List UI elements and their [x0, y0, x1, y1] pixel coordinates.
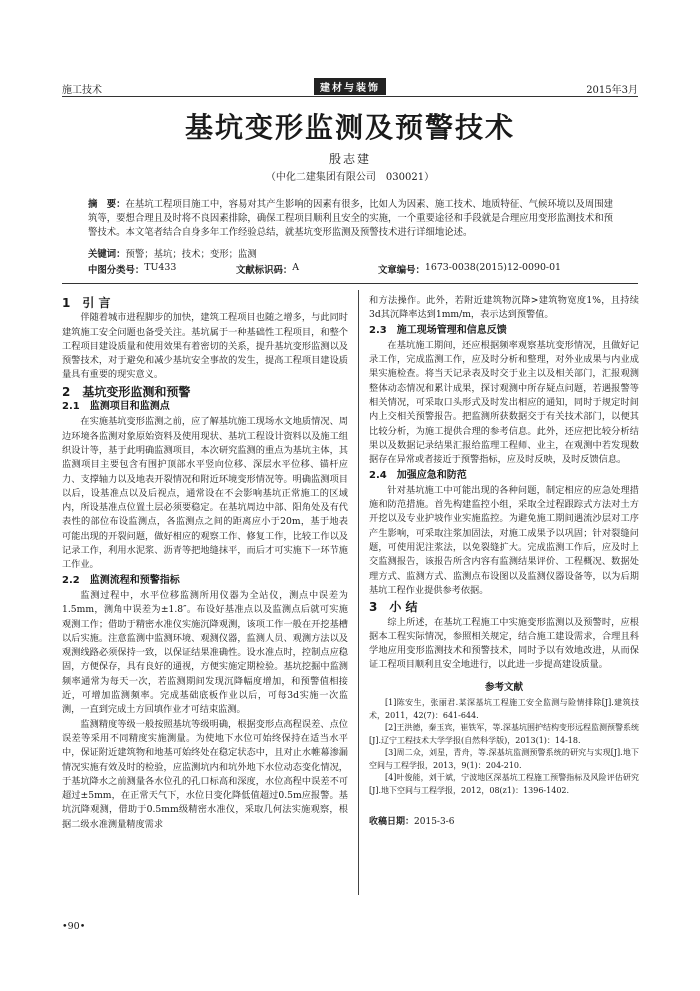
reference-item: [2]王洪德，秦玉宾，崔铁军，等.深基坑围护结构变形远程监测预警系统[J].辽宁工程技术大学学报(自然科学版)，2013(1)：14-18. [369, 723, 639, 745]
article-no-label: 文章编号： [378, 265, 425, 276]
page-number: •90• [62, 921, 86, 932]
clc-label: 中图分类号： [88, 265, 145, 276]
paragraph: 综上所述，在基坑工程施工中实施变形监测以及预警时，应根据本工程实际情况，参照相关规定，结合施工建设需求，合理且科学地应用变形监测技术和预警技术，同时予以有效地改进，从而保证工程项目顺利且安全地进行，以此进一步提高建设质量。 [369, 616, 639, 671]
paragraph: 监测过程中，水平位移监测所用仪器为全站仪，测点中误差为1.5mm，测角中误差为±1.8″。布设好基准点以及监测点后就可实施观测工作；借助于精密水准仪实施沉降观测，该项工作一般在开挖基槽以后实施。注意监测中监测环境、观测仪器，监测人员、观测方法以及观测线路必须保持一致，以保证结果准确性。设水准点时，控制点应稳固，方便保存，具有良好的通视，方便实施定期检验。基坑挖掘中监测频率通常为每天一次，若监测期间发现沉降幅度增加，和预警值相接近，可增加监测频率。完成基础底板作业以后，可每3d实施一次监测，一直到完成土方回填作业才可结束监测。 [62, 589, 348, 716]
journal-logo: 建材与装饰 [314, 78, 386, 95]
paragraph: 针对基坑施工中可能出现的各种问题，制定相应的应急处理措施和防范措施。首先构建监控小组，采取全过程跟踪式方法对土方开挖以及专业护坡作业实施监控。为避免施工期间遇流沙层对工序产生影响，可采取注浆加固法，对施工成果予以巩固；针对裂缝问题，可使用泥注浆法，以免裂缝扩大。完成监测工作后，应及时上交监测报告，该报告所含内容有监测结果评价、工程概况、数据处理方式、监测方式、监测点布设图以及监测仪器设备等，以为后期基坑工程作业提供参考依据。 [369, 484, 639, 596]
clc-value: TU433 [144, 262, 177, 273]
affiliation: （中化二建集团有限公司 030021） [265, 172, 435, 183]
column-divider [358, 290, 359, 895]
received-value: 2015-3-6 [414, 817, 455, 828]
paragraph: 在基坑施工期间，还应根据频率观察基坑变形情况，且做好记录工作，完成监测工作，应及时分析和整理，对外业成果与内业成果实施检查。将当天记录表及时交于业主以及相关部门，汇报观测整体动态情况和累计成果，探讨观测中所存疑点问题，若遇报警等相关情况，可采取口头形式及时发出相应的通知，同时于规定时间内上交相关预警报告。把监测所获数据交于有关技术部门，以便其比较分析，为施工提供合理的参考信息。此外，还应把比较分析结果以及数据记录结果汇报给监理工程师、业主，在观测中若发现数据存在异常或者接近于预警指标，应及时反映，及时反馈信息。 [369, 339, 639, 466]
keywords-label: 关键词： [88, 249, 126, 260]
article-title: 基坑变形监测及预警技术 [184, 111, 515, 144]
section-2-2-heading: 2.2 监测流程和预警指标 [62, 574, 180, 586]
received-date [369, 815, 639, 829]
abstract-label: 摘 要： [88, 199, 126, 210]
paragraph: 伴随着城市进程脚步的加快，建筑工程项目也随之增多，与此同时建筑施工安全问题也备受关注。基坑属于一种基础性工程项目，和整个工程项目建设质量和使用效果有着密切的关系，提升基坑变形监测以及预警技术，对于避免和减少基坑安全事故的发生，提高工程项目建设质量具有重要的现实意义。 [62, 312, 348, 381]
section-2-heading: 2 基坑变形监测和预警 [62, 384, 191, 399]
section-2-1-heading: 2.1 监测项目和监测点 [62, 401, 170, 413]
paragraph-continued: 和方法操作。此外，若附近建筑物沉降>建筑物宽度1%，且持续3d其沉降率达到1mm/m，表示达到预警值。 [369, 295, 639, 321]
paragraph: 监测精度等级一般按照基坑等级明确，根据变形点高程误差、点位误差等采用不同精度实施测量。为使地下水位可始终保持在适当水平中，保证附近建筑物和地基可始终处在稳定状态中，且对止水帷幕渗漏情况实施有效及时的检验，应监测坑内和坑外地下水位动态变化情况，于基坑降水之前测量各水位孔的孔口标高和深度，水位高程中误差不可超过±5mm，在正常天气下，水位日变化降低值超过0.5m应报警。基坑沉降观测，借助于0.5mm级精密水准仪，采取几何法实施观察，根据二级水准测量精度需求 [62, 718, 348, 830]
section-1-heading: 1 引 言 [62, 296, 111, 310]
paragraph: 在实施基坑变形监测之前，应了解基坑施工现场水文地质情况、周边环境各监测对象原始资料及使用现状、基坑工程设计资料以及施工组织设计等，基于此明确监测项目，本次研究监测的重点为基坑主体，其监测项目主要包含有围护顶部水平竖向位移、深层水平位移、锚杆应力、支撑轴力以及地表开裂情况和附近环境变形情况等。明确监测项目以后，设基准点以及后视点，通常设在不会影响基坑正常施工的区域内，所设基准点位置土层必须要稳定。在基坑周边中部、阳角处及有代表性的部位布设监测点，各监测点之间的距离应小于20m，基于地表可能出现的开裂问题，做好相应的观察工作、修复工作，比较工作以及记录工作，利用水泥浆、沥青等把地缝抹平，而后才可实施下一环节施工作业。 [62, 416, 348, 571]
running-header [62, 78, 638, 97]
received-label: 收稿日期： [369, 817, 415, 828]
left-column [62, 294, 348, 832]
abstract [88, 198, 616, 240]
references-heading: 参考文献 [484, 681, 523, 693]
reference-item: [3]周二众，刘星，青舟，等.深基坑监测预警系统的研究与实现[J].地下空间与工程学报，2013，9(1)：204-210. [369, 748, 639, 770]
section-2-4-heading: 2.4 加强应急和防范 [369, 469, 467, 481]
right-column [369, 294, 639, 829]
doc-code-value: A [292, 262, 300, 273]
header-section: 施工技术 [62, 85, 102, 96]
header-date: 2015年3月 [586, 85, 638, 96]
keywords [88, 246, 257, 260]
section-2-3-heading: 2.3 施工现场管理和信息反馈 [369, 324, 507, 336]
author: 殷志建 [328, 152, 371, 166]
divider [62, 283, 638, 284]
reference-item: [1]陈安生，张丽君.某深基坑工程施工安全监测与险情排除[J].建筑技术，2011，42(7)：641-644. [369, 698, 639, 720]
section-3-heading: 3 小 结 [369, 600, 418, 615]
article-no-value: 1673-0038(2015)12-0090-01 [424, 262, 562, 273]
reference-item: [4]叶俊能，刘干斌，宁波地区深基坑工程施工预警指标及风险评估研究[J].地下空间与工程学报，2012，08(z1)：1396-1402. [369, 773, 639, 795]
keywords-text: 预警；基坑；技术；变形；监测 [125, 249, 257, 260]
doc-code-label: 文献标识码： [236, 265, 293, 276]
abstract-text: 在基坑工程项目施工中，容易对其产生影响的因素有很多，比如人为因素、施工技术、地质特征、气候环境以及周围建筑等，要想合理且及时将不良因素排除，确保工程项目顺利且安全的实施，一个重要途径和手段就是合理应用变形监测技术和预警技术。本文笔者结合自身多年工作经验总结，就基坑变形监测及预警技术进行详细地论述。 [88, 199, 614, 238]
